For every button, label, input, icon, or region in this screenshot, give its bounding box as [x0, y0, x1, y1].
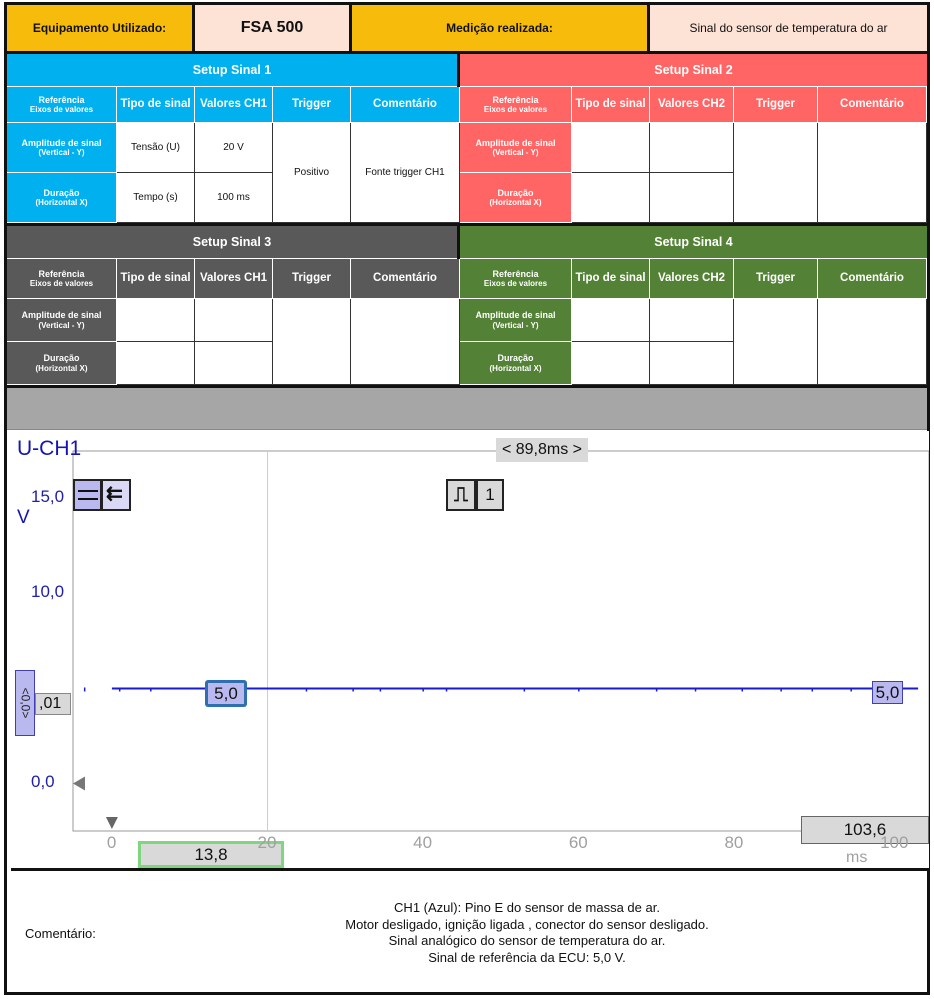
cursor-value-badge[interactable] — [205, 680, 247, 707]
report-frame — [4, 2, 930, 995]
amplitude-ref-sub: (Vertical - Y) — [38, 148, 85, 158]
col-trigger-header: Trigger — [273, 259, 351, 299]
trigger-value — [273, 299, 351, 385]
duracao-ref — [7, 173, 117, 223]
x-tick-label: 0 — [106, 833, 117, 852]
amplitude-ref-main: Amplitude de sinal — [475, 137, 556, 148]
setup-block-4 — [460, 226, 927, 388]
col-tipo-header: Tipo de sinal — [572, 259, 650, 299]
comment-line: Sinal analógico do sensor de temperatura do ar. — [388, 933, 666, 948]
amplitude-ref-main: Amplitude de sinal — [475, 310, 556, 321]
comment-line: CH1 (Azul): Pino E do sensor de massa de ar. — [394, 900, 660, 915]
comment-text — [257, 900, 797, 966]
col-ref-header-main: Referência — [492, 268, 539, 279]
duracao-ref — [7, 342, 117, 385]
setup-title: Setup Sinal 1 — [7, 54, 457, 87]
x-tick-label: 60 — [568, 833, 588, 852]
col-tipo-header: Tipo de sinal — [117, 87, 195, 123]
setup-block-3 — [7, 226, 460, 388]
comentario-value — [818, 123, 927, 223]
amplitude-tipo: Tensão (U) — [117, 123, 195, 173]
setup-block-2 — [460, 54, 927, 226]
duracao-tipo — [572, 342, 650, 385]
amplitude-tipo — [572, 299, 650, 342]
comment-line: Sinal de referência da ECU: 5,0 V. — [428, 949, 626, 965]
duracao-ref-main: Duração — [43, 353, 80, 364]
trigger-value — [734, 123, 818, 223]
duracao-valor: 100 ms — [195, 173, 273, 223]
amplitude-valor: 20 V — [195, 123, 273, 173]
amplitude-ref-main: Amplitude de sinal — [21, 310, 102, 321]
col-comentario-header: Comentário — [351, 259, 460, 299]
setup-block-1 — [7, 54, 460, 226]
duracao-valor — [650, 342, 734, 385]
offset-marker-label: <0,0> — [18, 687, 33, 719]
col-comentario-header: Comentário — [818, 87, 927, 123]
amplitude-tipo — [572, 123, 650, 173]
amplitude-ref-sub: (Vertical - Y) — [38, 320, 85, 330]
col-ref-header-main: Referência — [38, 94, 85, 105]
comment-line: Motor desligado, ignição ligada , conector do sensor desligado. — [345, 916, 709, 932]
amplitude-ref-sub: (Vertical - Y) — [492, 320, 539, 330]
equipment-label: Equipamento Utilizado: — [7, 5, 195, 54]
end-time-readout: 103,6 — [801, 816, 929, 844]
col-ref-header-sub: Eixos de valores — [29, 105, 94, 115]
col-tipo-header: Tipo de sinal — [572, 87, 650, 123]
col-ref-header-sub: Eixos de valores — [29, 279, 94, 289]
equipment-value: FSA 500 — [195, 5, 352, 54]
duracao-tipo — [117, 342, 195, 385]
amplitude-valor — [650, 299, 734, 342]
amplitude-ref — [7, 299, 117, 342]
oscilloscope-view — [11, 431, 929, 871]
y-tick-label: 10,0 — [31, 581, 65, 601]
col-ref-header-main: Referência — [38, 268, 85, 279]
trigger-edge-icon[interactable]: ⎍ — [446, 479, 476, 511]
duracao-ref — [460, 342, 572, 385]
amplitude-tipo — [117, 299, 195, 342]
x-tick-label: 80 — [724, 833, 744, 852]
comentario-value — [351, 299, 460, 385]
col-valores-header: Valores CH1 — [195, 259, 273, 299]
col-ref-header — [460, 87, 572, 123]
offset-marker[interactable] — [15, 670, 35, 736]
measurement-value: Sinal do sensor de temperatura do ar — [650, 5, 927, 54]
x-tick-label: 40 — [413, 833, 433, 852]
x-tick-label: 100 — [880, 833, 909, 852]
amplitude-valor — [650, 123, 734, 173]
y-tick-label: 0,0 — [31, 771, 55, 791]
cursor-time-readout[interactable]: 13,8 — [138, 841, 284, 868]
trigger-number[interactable]: 1 — [476, 479, 504, 511]
duracao-ref-main: Duração — [43, 187, 80, 198]
col-ref-header-sub: Eixos de valores — [483, 279, 548, 289]
amplitude-valor — [195, 299, 273, 342]
amplitude-ref-main: Amplitude de sinal — [21, 137, 102, 148]
col-valores-header: Valores CH1 — [195, 87, 273, 123]
comentario-value — [818, 299, 927, 385]
col-comentario-header: Comentário — [818, 259, 927, 299]
duracao-ref — [460, 173, 572, 223]
col-comentario-header: Comentário — [351, 87, 460, 123]
horizontal-lines-icon[interactable] — [73, 479, 102, 511]
duracao-valor — [650, 173, 734, 223]
x-unit-label: ms — [846, 849, 868, 866]
duracao-ref-sub: (Horizontal X) — [35, 363, 88, 373]
col-ref-header-main: Referência — [492, 94, 539, 105]
col-ref-header — [460, 259, 572, 299]
amplitude-ref — [460, 299, 572, 342]
setup-title: Setup Sinal 4 — [460, 226, 927, 259]
amplitude-ref — [460, 123, 572, 173]
cursor-value: 5,0 — [208, 683, 244, 704]
col-tipo-header: Tipo de sinal — [117, 259, 195, 299]
col-trigger-header: Trigger — [273, 87, 351, 123]
duracao-tipo: Tempo (s) — [117, 173, 195, 223]
amplitude-ref — [7, 123, 117, 173]
trigger-value — [734, 299, 818, 385]
right-level-value: 5,0 — [872, 681, 903, 704]
duracao-ref-main: Duração — [497, 187, 534, 198]
duracao-ref-sub: (Horizontal X) — [489, 363, 542, 373]
channel-label: U-CH1 — [17, 437, 82, 460]
y-unit-label: V — [17, 507, 30, 528]
y-tick-label: 15,0 — [31, 486, 65, 506]
comment-section — [7, 874, 927, 995]
trigger-value: Positivo — [273, 123, 351, 223]
arrow-left-icon[interactable]: ⇇ — [101, 479, 131, 511]
setup-title: Setup Sinal 3 — [7, 226, 457, 259]
offset-value: ,01 — [35, 693, 71, 715]
separator-band — [7, 388, 927, 430]
duracao-valor — [195, 342, 273, 385]
duracao-ref-sub: (Horizontal X) — [489, 198, 542, 208]
col-ref-header-sub: Eixos de valores — [483, 105, 548, 115]
duracao-tipo — [572, 173, 650, 223]
comentario-value: Fonte trigger CH1 — [351, 123, 460, 223]
col-ref-header — [7, 259, 117, 299]
duracao-ref-sub: (Horizontal X) — [35, 198, 88, 208]
measurement-label: Medição realizada: — [352, 5, 650, 54]
col-valores-header: Valores CH2 — [650, 87, 734, 123]
amplitude-ref-sub: (Vertical - Y) — [492, 148, 539, 158]
x-tick-label: 20 — [257, 833, 277, 852]
comment-label: Comentário: — [25, 926, 96, 941]
time-window-readout: < 89,8ms > — [496, 438, 588, 462]
duracao-ref-main: Duração — [497, 353, 534, 364]
setup-title: Setup Sinal 2 — [460, 54, 927, 87]
col-ref-header — [7, 87, 117, 123]
col-valores-header: Valores CH2 — [650, 259, 734, 299]
col-trigger-header: Trigger — [734, 259, 818, 299]
col-trigger-header: Trigger — [734, 87, 818, 123]
